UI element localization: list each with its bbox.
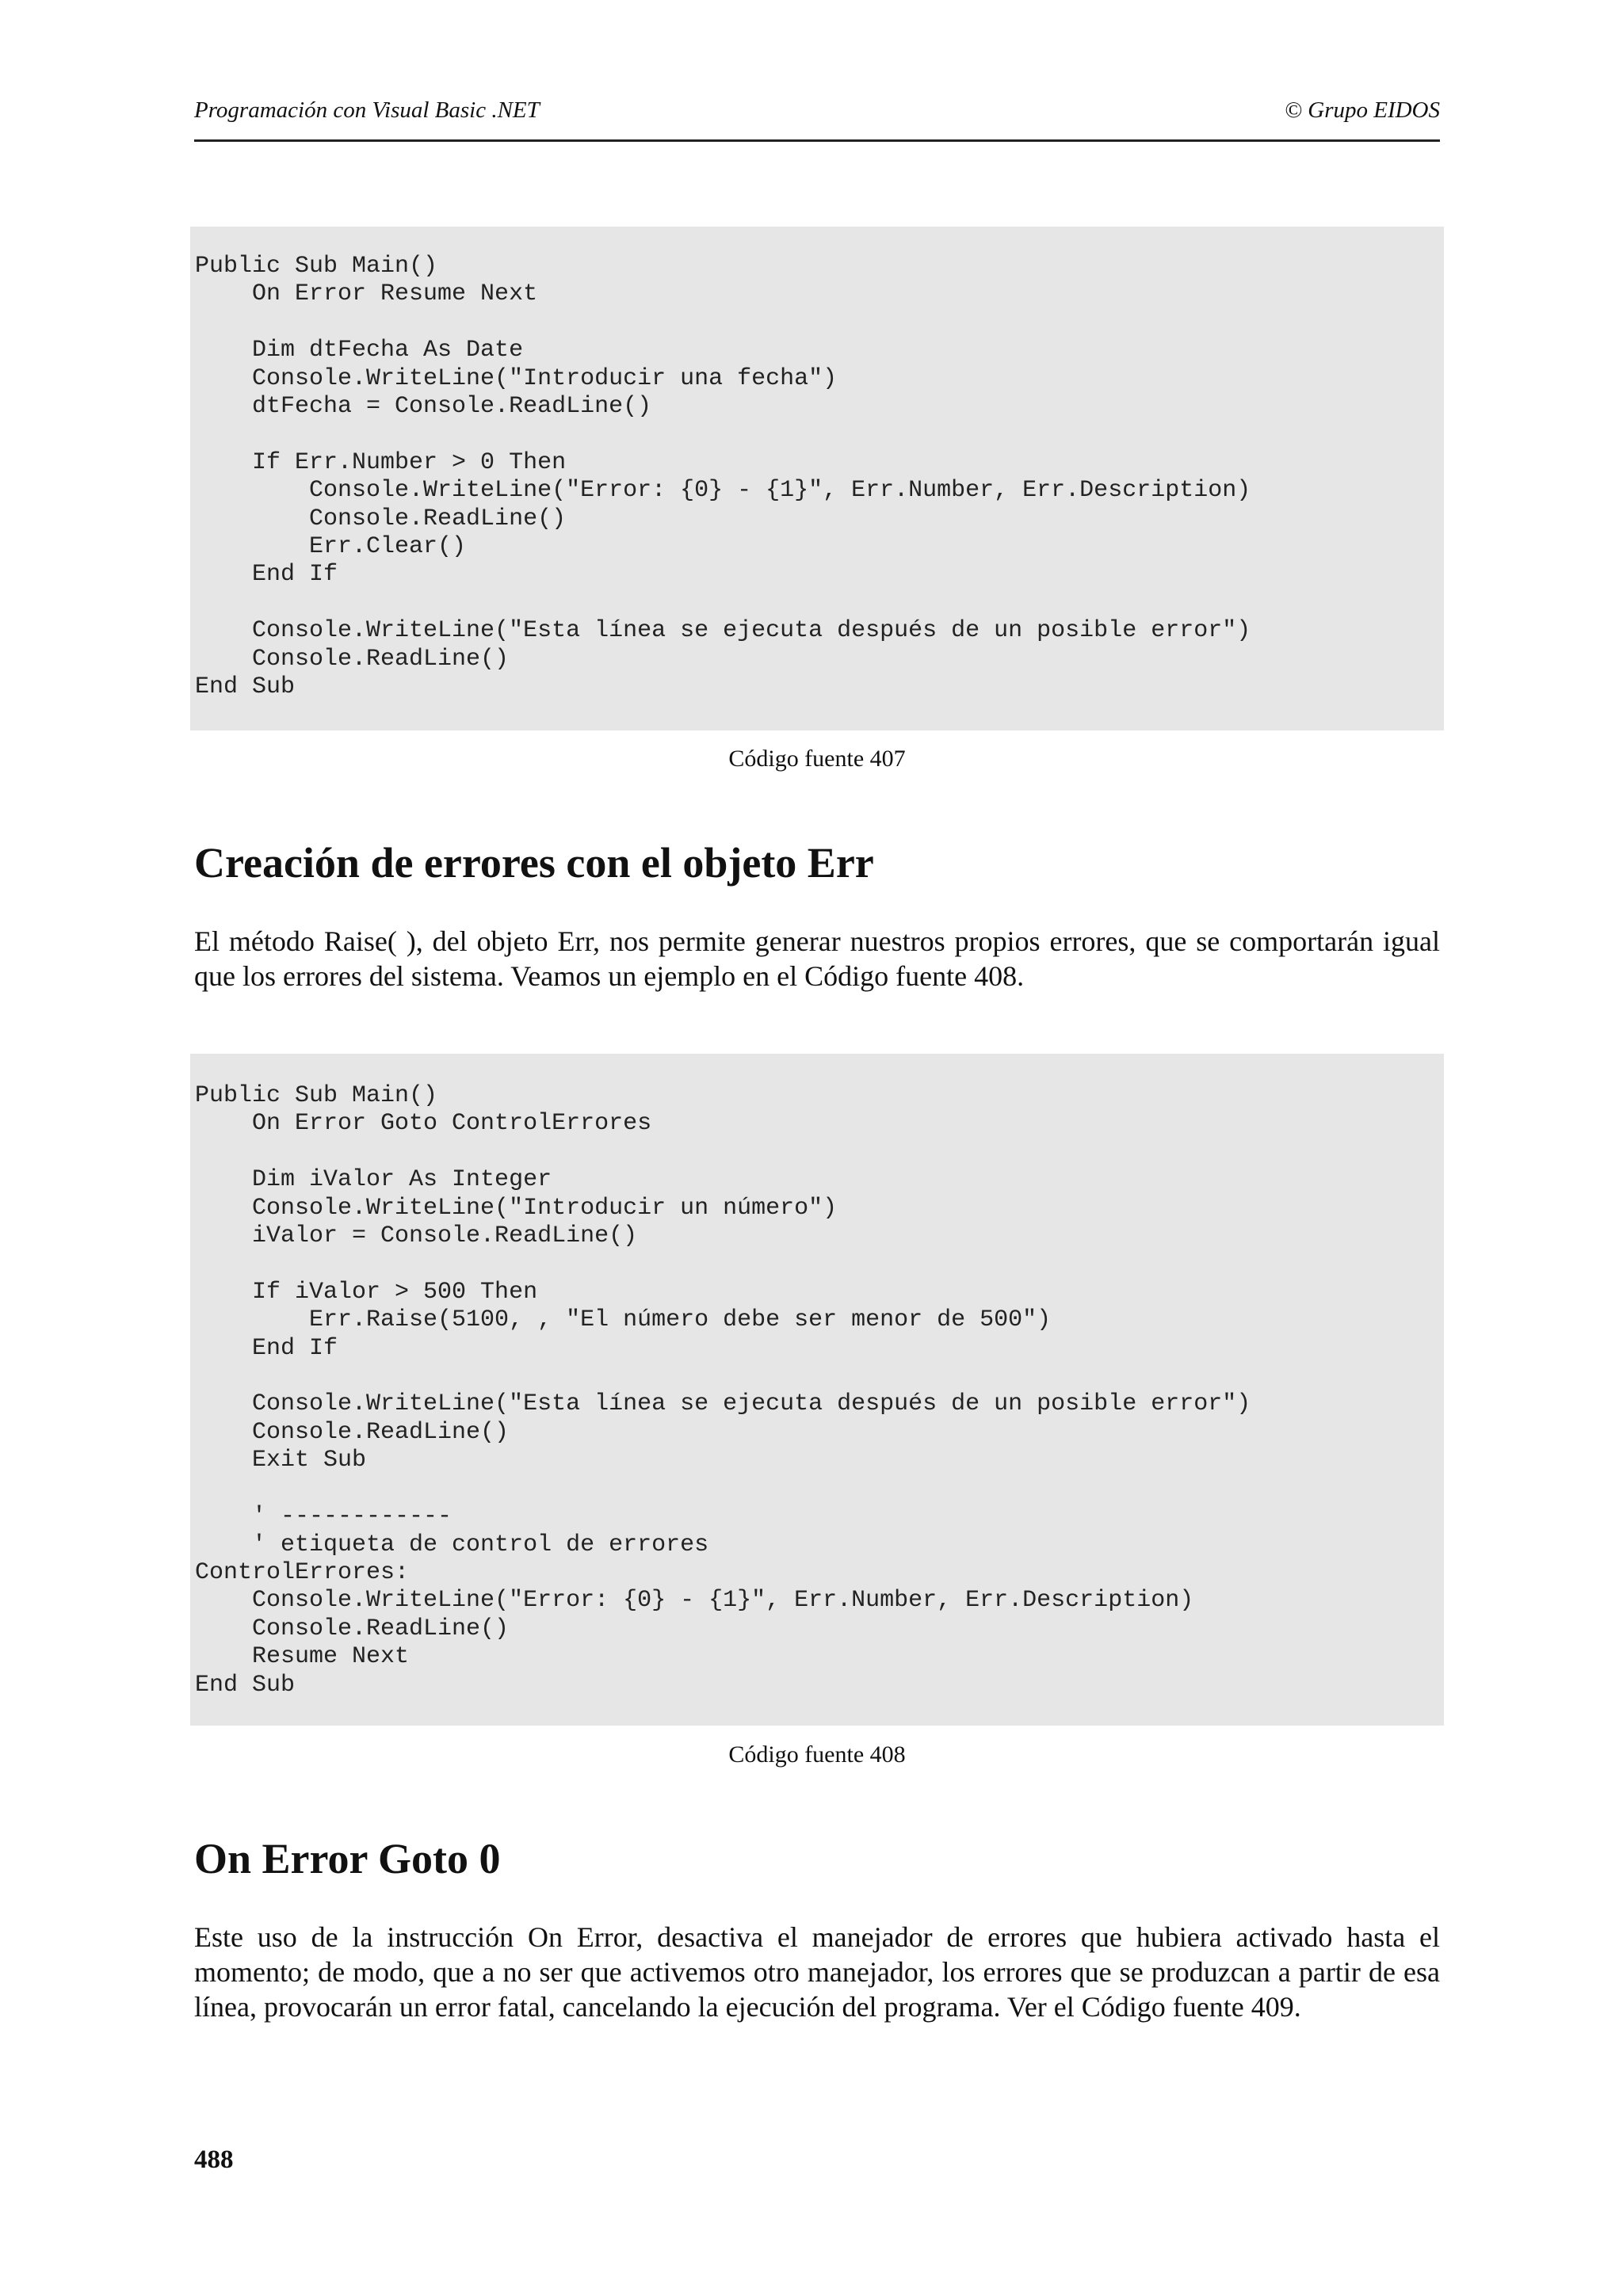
code-listing: Public Sub Main() On Error Resume Next Dim dtFecha As Date Console.WriteLine("Introducir una fecha") dtFecha = Console.ReadLine() If Err.Number > 0 Then Console.WriteLine("Error: {0} - {1}", Err.Number, Err.Description) Console.ReadLine() Err.Clear() End If Console.WriteLine("Esta línea se ejecuta después de un posible error") Console.ReadLine() End Sub	[195, 253, 1251, 701]
code-block-408	[190, 1054, 1444, 1726]
section-heading-err-object: Creación de errores con el objeto Err	[194, 839, 874, 887]
page-header	[194, 95, 1440, 142]
page-number: 488	[194, 2145, 234, 2174]
paragraph-on-error-goto-0: Este uso de la instrucción On Error, desactiva el manejador de errores que hubiera activado hasta el momento; de modo, que a no ser que activemos otro manejador, los errores que se produzcan a partir de esa línea, provocarán un error fatal, cancelando la ejecución del programa. Ver el Código fuente 409.	[194, 1921, 1440, 2023]
code-listing: Public Sub Main() On Error Goto ControlErrores Dim iValor As Integer Console.WriteLine("Introducir un número") iValor = Console.ReadLine() If iValor > 500 Then Err.Raise(5100, , "El número debe ser menor de 500") End If Console.WriteLine("Esta línea se ejecuta después de un posible error") Console.ReadLine() Exit Sub ' ------------ ' etiqueta de control de errores ControlErrores: Console.WriteLine("Error: {0} - {1}", Err.Number, Err.Description) Console.ReadLine() Resume Next End Sub	[195, 1082, 1251, 1699]
paragraph-raise-method: El método Raise( ), del objeto Err, nos permite generar nuestros propios errores, que se comportarán igual que los errores del sistema. Veamos un ejemplo en el Código fuente 408.	[194, 925, 1440, 992]
book-title: Programación con Visual Basic .NET	[194, 97, 540, 123]
code-block-407	[190, 227, 1444, 730]
section-heading-on-error-goto-0: On Error Goto 0	[194, 1835, 501, 1882]
publisher-notice: © Grupo EIDOS	[1284, 97, 1440, 123]
code-caption-407: Código fuente 407	[728, 746, 906, 772]
code-caption-408: Código fuente 408	[728, 1741, 906, 1768]
